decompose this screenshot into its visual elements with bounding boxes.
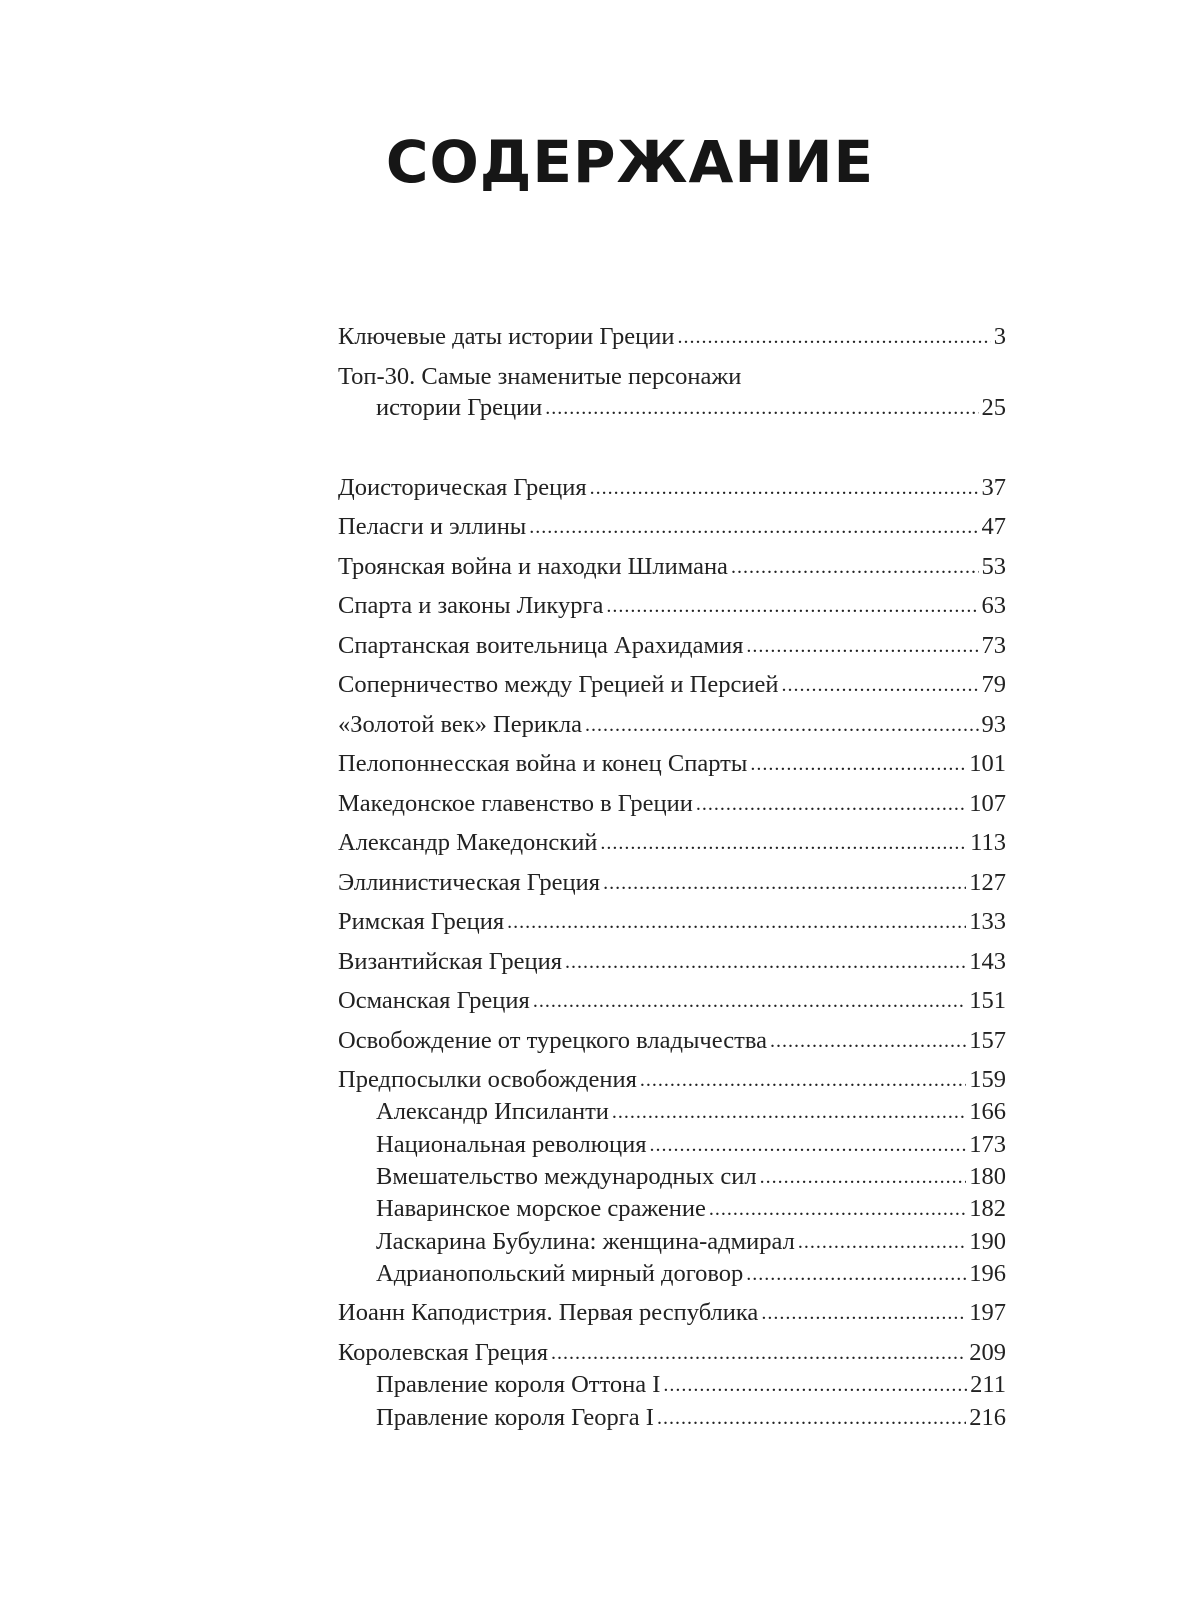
toc-entry-page: 25 bbox=[981, 394, 1006, 421]
toc-entry-label: Национальная революция bbox=[376, 1131, 647, 1158]
toc-entry-label: Троянская война и находки Шлимана bbox=[338, 553, 728, 580]
toc-entry-page: 190 bbox=[969, 1228, 1006, 1255]
toc-entry-label: Александр Ипсиланти bbox=[376, 1098, 609, 1125]
toc-subentry[interactable] bbox=[376, 1259, 1006, 1289]
toc-entry-page: 93 bbox=[981, 711, 1006, 738]
leader-dots bbox=[606, 590, 978, 621]
toc-entry-page: 143 bbox=[969, 948, 1006, 975]
toc-entry-page: 133 bbox=[969, 908, 1006, 935]
toc-entry[interactable] bbox=[338, 749, 1006, 779]
leader-dots bbox=[600, 827, 967, 858]
toc-entry-page: 211 bbox=[970, 1371, 1006, 1398]
toc-entry-label: Александр Македонский bbox=[338, 829, 598, 856]
page-title: СОДЕРЖАНИЕ bbox=[385, 128, 875, 196]
toc-subentry[interactable] bbox=[376, 1130, 1006, 1160]
toc-entry-page: 166 bbox=[969, 1098, 1006, 1125]
leader-dots bbox=[770, 1025, 966, 1056]
toc-entry-top30-line1: Топ-30. Самые знаменитые персонажи bbox=[338, 363, 742, 390]
leader-dots bbox=[696, 788, 966, 819]
leader-dots bbox=[603, 867, 966, 898]
leader-dots bbox=[746, 630, 978, 661]
toc-entry-page: 3 bbox=[993, 323, 1006, 350]
leader-dots bbox=[798, 1226, 966, 1257]
toc-entry-page: 173 bbox=[969, 1131, 1006, 1158]
toc-entry[interactable] bbox=[338, 1338, 1006, 1368]
leader-dots bbox=[677, 321, 990, 352]
toc-entry-label: Спартанская воительница Арахидамия bbox=[338, 632, 744, 659]
leader-dots bbox=[663, 1369, 967, 1400]
toc-entry-label: Спарта и законы Ликурга bbox=[338, 592, 604, 619]
toc-entry-label: Наваринское морское сражение bbox=[376, 1195, 706, 1222]
toc-entry-page: 37 bbox=[981, 474, 1006, 501]
toc-entry-page: 157 bbox=[969, 1027, 1006, 1054]
leader-dots bbox=[709, 1193, 966, 1224]
toc-entry-page: 53 bbox=[981, 553, 1006, 580]
leader-dots bbox=[750, 748, 966, 779]
toc-entry-label: Освобождение от турецкого владычества bbox=[338, 1027, 767, 1054]
toc-entry-key-dates[interactable] bbox=[338, 322, 1006, 352]
toc-subentry[interactable] bbox=[376, 1097, 1006, 1127]
toc-entry[interactable] bbox=[338, 828, 1006, 858]
leader-dots bbox=[585, 709, 979, 740]
toc-entry-label: Соперничество между Грецией и Персией bbox=[338, 671, 779, 698]
leader-dots bbox=[612, 1096, 966, 1127]
toc-entry[interactable] bbox=[338, 868, 1006, 898]
toc-subentry[interactable] bbox=[376, 1194, 1006, 1224]
toc-entry[interactable] bbox=[338, 473, 1006, 503]
toc-entry-label: Доисторическая Греция bbox=[338, 474, 587, 501]
leader-dots bbox=[761, 1297, 966, 1328]
toc-entry-page: 197 bbox=[969, 1299, 1006, 1326]
toc-entry-label: Правление короля Георга I bbox=[376, 1404, 654, 1431]
toc-entry[interactable] bbox=[338, 670, 1006, 700]
toc-entry-page: 182 bbox=[969, 1195, 1006, 1222]
leader-dots bbox=[533, 985, 966, 1016]
toc-entry-label: Османская Греция bbox=[338, 987, 530, 1014]
toc-entry[interactable] bbox=[338, 907, 1006, 937]
toc-entry-label: Предпосылки освобождения bbox=[338, 1066, 637, 1093]
toc-entry-label: Пелопоннесская война и конец Спарты bbox=[338, 750, 748, 777]
toc-entry[interactable] bbox=[338, 986, 1006, 1016]
leader-dots bbox=[650, 1129, 967, 1160]
leader-dots bbox=[565, 946, 966, 977]
toc-entry-label: «Золотой век» Перикла bbox=[338, 711, 582, 738]
leader-dots bbox=[781, 669, 978, 700]
toc-subentry[interactable] bbox=[376, 1162, 1006, 1192]
toc-entry[interactable] bbox=[338, 552, 1006, 582]
toc-entry-label: Эллинистическая Греция bbox=[338, 869, 601, 896]
toc-entry[interactable] bbox=[338, 1298, 1006, 1328]
leader-dots bbox=[529, 511, 978, 542]
toc-entry-page: 180 bbox=[969, 1163, 1006, 1190]
toc-entry-page: 107 bbox=[969, 790, 1006, 817]
toc-entry-label: Вмешательство международных сил bbox=[376, 1163, 757, 1190]
toc-entry-label: Македонское главенство в Греции bbox=[338, 790, 693, 817]
toc-entry[interactable] bbox=[338, 947, 1006, 977]
toc-entry-label: Византийская Греция bbox=[338, 948, 562, 975]
toc-entry-page: 113 bbox=[970, 829, 1006, 856]
toc-entry-label: Римская Греция bbox=[338, 908, 505, 935]
toc-entry-label: Ласкарина Бубулина: женщина-адмирал bbox=[376, 1228, 795, 1255]
toc-entry-label: Пеласги и эллины bbox=[338, 513, 527, 540]
leader-dots bbox=[590, 472, 979, 503]
leader-dots bbox=[731, 551, 979, 582]
toc-entry-page: 159 bbox=[969, 1066, 1006, 1093]
leader-dots bbox=[746, 1258, 966, 1289]
toc-entry[interactable] bbox=[338, 789, 1006, 819]
toc-entry[interactable] bbox=[338, 1065, 1006, 1095]
toc-entry[interactable] bbox=[338, 591, 1006, 621]
toc-entry-label: Иоанн Каподистрия. Первая республика bbox=[338, 1299, 759, 1326]
leader-dots bbox=[545, 392, 978, 423]
toc-entry-page: 216 bbox=[969, 1404, 1006, 1431]
toc-entry-page: 47 bbox=[981, 513, 1006, 540]
toc-entry-top30[interactable] bbox=[376, 393, 1006, 423]
toc-entry-label: Ключевые даты истории Греции bbox=[338, 323, 675, 350]
toc-subentry[interactable] bbox=[376, 1403, 1006, 1433]
toc-entry-page: 196 bbox=[969, 1260, 1006, 1287]
toc-entry[interactable] bbox=[338, 1026, 1006, 1056]
toc-entry-label: Правление короля Оттона I bbox=[376, 1371, 661, 1398]
leader-dots bbox=[760, 1161, 967, 1192]
toc-entry[interactable] bbox=[338, 631, 1006, 661]
leader-dots bbox=[640, 1064, 966, 1095]
toc-entry-page: 101 bbox=[969, 750, 1006, 777]
toc-entry[interactable] bbox=[338, 710, 1006, 740]
toc-entry-page: 209 bbox=[969, 1339, 1006, 1366]
leader-dots bbox=[507, 906, 966, 937]
toc-entry-page: 63 bbox=[981, 592, 1006, 619]
toc-entry-label: Королевская Греция bbox=[338, 1339, 548, 1366]
leader-dots bbox=[657, 1402, 966, 1433]
toc-subentry[interactable] bbox=[376, 1227, 1006, 1257]
toc-entry[interactable] bbox=[338, 512, 1006, 542]
toc-entry-label: истории Греции bbox=[376, 394, 543, 421]
toc-subentry[interactable] bbox=[376, 1370, 1006, 1400]
leader-dots bbox=[551, 1337, 966, 1368]
toc-entry-page: 73 bbox=[981, 632, 1006, 659]
toc-entry-label: Адрианопольский мирный договор bbox=[376, 1260, 744, 1287]
toc-entry-page: 151 bbox=[969, 987, 1006, 1014]
toc-entry-page: 79 bbox=[981, 671, 1006, 698]
toc-entry-page: 127 bbox=[969, 869, 1006, 896]
